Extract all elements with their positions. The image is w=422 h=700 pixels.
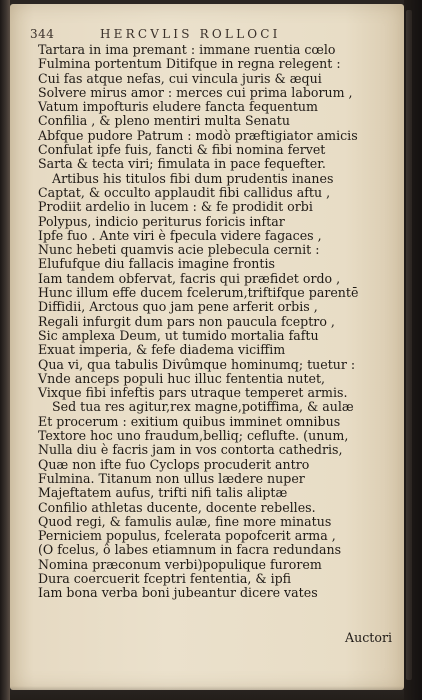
page-bottom-shadow xyxy=(10,686,404,700)
verse-line: Vixque fibi infeftis pars utraque temperet armis. xyxy=(38,385,348,401)
verse-line: Majeftatem aufus, trifti nifi talis aliptæ xyxy=(38,485,288,501)
verse-line: Polypus, indicio periturus foricis inftar xyxy=(38,213,285,229)
verse-line: Iam bona verba boni jubeantur dicere vates xyxy=(38,585,318,601)
verse-line: Vatum impofturis eludere fancta fequentum xyxy=(38,99,318,115)
verse-line: Nunc hebeti quamvis acie plebecula cernit : xyxy=(38,242,320,258)
verse-line: Ipfe fuo . Ante viri è fpecula videre fagaces , xyxy=(38,227,322,243)
verse-line: Iam tandem obfervat, facris qui præfidet ordo , xyxy=(38,270,341,286)
verse-line: Sarta & tecta viri; fimulata in pace fequefter. xyxy=(38,156,326,172)
verse-line: Nulla diu è facris jam in vos contorta cathedris, xyxy=(38,442,343,458)
verse-line: Confilia , & pleno mentiri multa Senatu xyxy=(38,113,290,129)
verse-line: Et procerum : exitium quibus imminet omnibus xyxy=(38,413,341,429)
verse-line: Nomina præconum verbi)populique furorem xyxy=(38,556,322,572)
catchword: Auctori xyxy=(345,630,392,645)
next-page-edge xyxy=(404,0,422,700)
verse-line: Fulmina portentum Ditifque in regna relegent : xyxy=(38,56,341,72)
verse-line: Tartara in ima premant : immane ruentia cœlo xyxy=(38,42,336,57)
verse-line: Perniciem populus, fcelerata popofcerit arma , xyxy=(38,528,336,544)
verse-line: Sed tua res agitur,rex magne,potiffima, & aulæ xyxy=(52,399,354,415)
verse-line: Textore hoc uno fraudum,belliq; ceflufte. (unum, xyxy=(38,428,349,444)
verse-line: Regali infurgit dum pars non paucula fceptro , xyxy=(38,313,335,329)
verse-line: Captat, & occulto applaudit fibi callidus aftu , xyxy=(38,184,331,200)
verse-line: Elufufque diu fallacis imagine frontis xyxy=(38,256,275,272)
verse-line: Diffidii, Arctous quo jam pene arferit orbis , xyxy=(38,299,318,315)
running-title: HERCVLIS ROLLOCI xyxy=(100,27,281,41)
verse-line: Hunc illum effe ducem fcelerum,triftifque parentē xyxy=(38,285,359,301)
verse-line: Qua vi, qua tabulis Divûmque hominumq; tuetur : xyxy=(38,356,356,372)
verse-text-block xyxy=(38,43,388,601)
verse-line: (O fcelus, ô labes etiamnum in facra redundans xyxy=(38,542,342,558)
verse-line: Sic amplexa Deum, ut tumido mortalia faftu xyxy=(38,327,319,343)
page-number: 344 xyxy=(30,27,55,41)
verse-line: Quæ non ifte fuo Cyclops procuderit antro xyxy=(38,456,310,472)
verse-line: Confilio athletas ducente, docente rebelles. xyxy=(38,499,316,515)
verse-line: Artibus his titulos fibi dum prudentis inanes xyxy=(52,170,334,186)
verse-line: Fulmina. Titanum non ullus lædere nuper xyxy=(38,470,305,486)
verse-line: Vnde anceps populi huc illuc fententia nutet, xyxy=(38,370,326,386)
verse-line: Solvere mirus amor : merces cui prima laborum , xyxy=(38,84,353,100)
verse-line: Prodiit ardelio in lucem : & fe prodidit orbi xyxy=(38,199,313,215)
verse-line: Dura coercuerit fceptri fententia, & ipfi xyxy=(38,570,292,586)
verse-line: Abfque pudore Patrum : modò præftigiator amicis xyxy=(38,127,358,143)
book-spine-shadow xyxy=(0,0,10,700)
verse-line: Cui fas atque nefas, cui vincula juris & æqui xyxy=(38,70,322,86)
verse-line: Confulat ipfe fuis, fancti & fibi nomina fervet xyxy=(38,142,326,158)
verse-line: Quod regi, & famulis aulæ, fine more minatus xyxy=(38,513,332,529)
verse-line: Exuat imperia, & fefe diadema viciffim xyxy=(38,342,286,358)
